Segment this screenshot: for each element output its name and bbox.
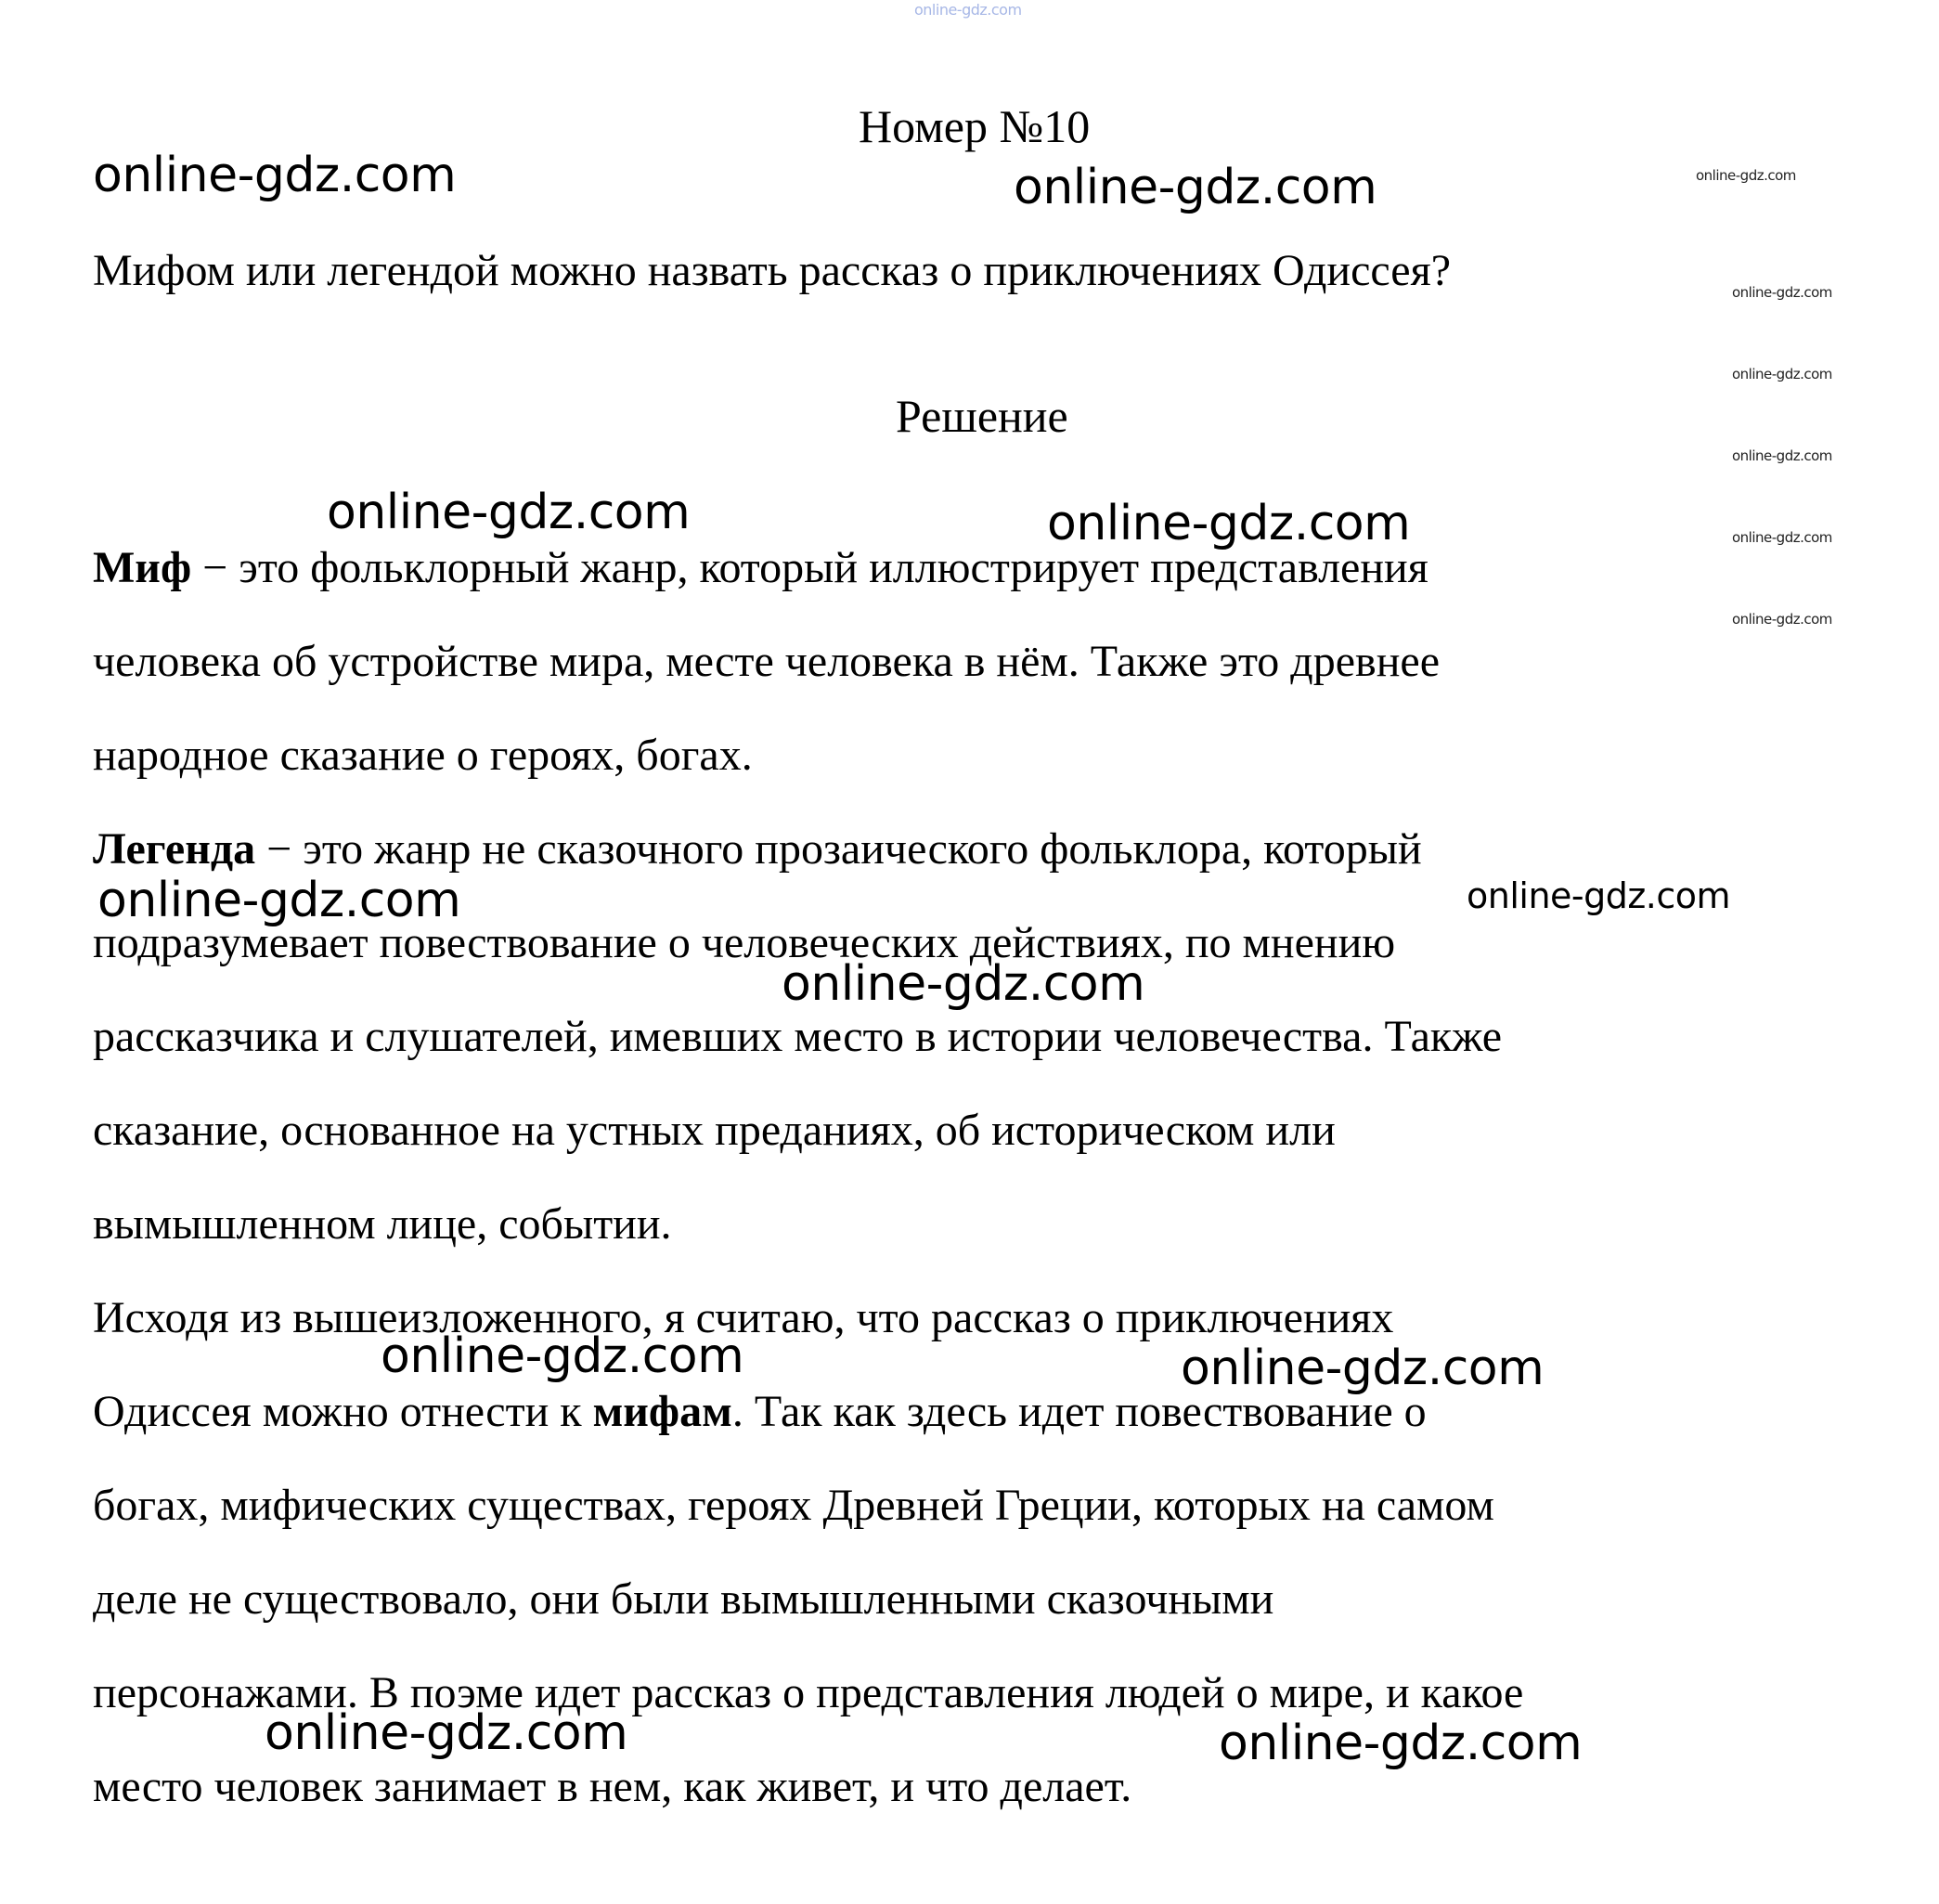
watermark: online-gdz.com (265, 1705, 628, 1761)
watermark-small: online-gdz.com (1696, 167, 1796, 184)
watermark: online-gdz.com (782, 956, 1145, 1012)
watermark: online-gdz.com (1219, 1716, 1583, 1771)
legend-line-3: рассказчика и слушателей, имевших место в истории человечества. Также (93, 1012, 1503, 1061)
watermark-small: online-gdz.com (1732, 611, 1832, 628)
watermark: online-gdz.com (1467, 875, 1731, 916)
watermark-small: online-gdz.com (1732, 284, 1832, 301)
watermark: online-gdz.com (381, 1328, 744, 1384)
legend-line-5: вымышленном лице, событии. (93, 1199, 672, 1249)
legend-line-4: сказание, основанное на устных преданиях, об историческом или (93, 1106, 1336, 1155)
conclusion-answer-bold: мифам (592, 1387, 732, 1436)
conclusion-text-after: . Так как здесь идет повествование о (731, 1387, 1427, 1436)
solution-heading: Решение (896, 390, 1068, 442)
watermark: online-gdz.com (1047, 496, 1411, 551)
watermark-small: online-gdz.com (1732, 447, 1832, 464)
question-text: Мифом или легендой можно назвать рассказ о приключениях Одиссея? (93, 246, 1451, 295)
legend-line-1 (93, 823, 1422, 875)
watermark-small: online-gdz.com (1732, 529, 1832, 546)
conclusion-line-4: деле не существовало, они были вымышленными сказочными (93, 1574, 1274, 1624)
myth-term: Миф (93, 543, 192, 592)
myth-line-2: человека об устройстве мира, месте человека в нём. Также это древнее (93, 637, 1440, 686)
top-watermark: online-gdz.com (914, 1, 1022, 19)
legend-definition-start: − это жанр не сказочного прозаического фольклора, который (255, 824, 1422, 874)
conclusion-line-1: Исходя из вышеизложенного, я считаю, что рассказ о приключениях (93, 1293, 1394, 1342)
watermark: online-gdz.com (97, 873, 461, 928)
watermark-small: online-gdz.com (1732, 366, 1832, 382)
watermark: online-gdz.com (327, 485, 691, 540)
myth-line-3: народное сказание о героях, богах. (93, 731, 753, 780)
watermark: online-gdz.com (1014, 160, 1377, 215)
legend-line-2: подразумевает повествование о человеческих действиях, по мнению (93, 918, 1396, 967)
watermark: online-gdz.com (93, 148, 457, 203)
page-title: Номер №10 (859, 100, 1091, 152)
legend-term: Легенда (93, 824, 256, 874)
conclusion-text-before: Одиссея можно отнести к (93, 1387, 593, 1436)
conclusion-line-5: персонажами. В поэме идет рассказ о представления людей о мире, и какое (93, 1668, 1524, 1717)
conclusion-line-3: богах, мифических существах, героях Древней Греции, которых на самом (93, 1481, 1494, 1530)
myth-definition-start: − это фольклорный жанр, который иллюстрирует представления (191, 543, 1428, 592)
conclusion-line-6: место человек занимает в нем, как живет, и что делает. (93, 1762, 1132, 1811)
watermark: online-gdz.com (1181, 1341, 1545, 1396)
